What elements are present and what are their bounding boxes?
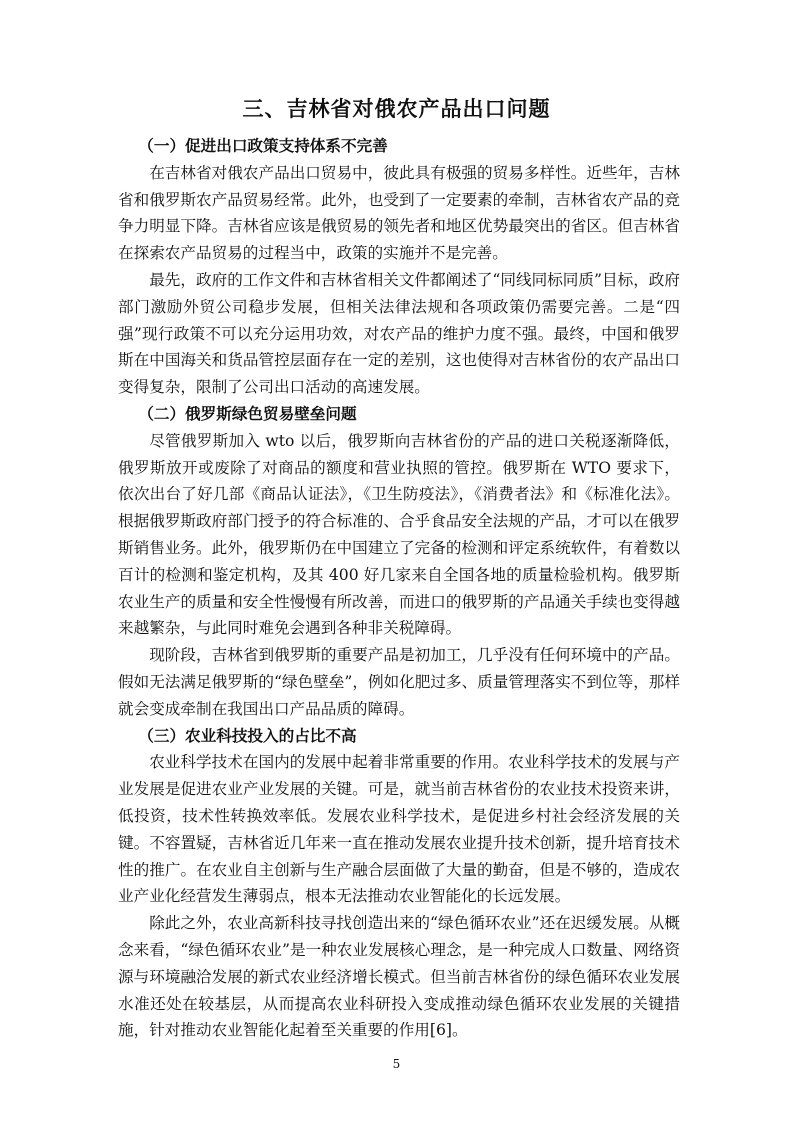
paragraph: 现阶段，吉林省到俄罗斯的重要产品是初加工，几乎没有任何环境中的产品。假如无法满足俄罗斯的“绿色壁垒”，例如化肥过多、质量管理落实不到位等，那样就会变成牵制在我国出口产品品质的障碍。 [118, 646, 680, 718]
body-content [118, 133, 680, 1044]
paragraph: 农业科学技术在国内的发展中起着非常重要的作用。农业科学技术的发展与产业发展是促进农业产业发展的关键。可是，就当前吉林省份的农业技术投资来讲，低投资，技术性转换效率低。发展农业科学技术，是促进乡村社会经济发展的关键。不容置疑，吉林省近几年来一直在推动发展农业提升技术创新，提升培育技术性的推广。在农业自主创新与生产融合层面做了大量的勤奋，但是不够的，造成农业产业化经营发生薄弱点，根本无法推动农业智能化的长远发展。 [118, 753, 680, 906]
paragraph: 尽管俄罗斯加入 wto 以后，俄罗斯向吉林省份的产品的进口关税逐渐降低，俄罗斯放开或废除了对商品的额度和营业执照的管控。俄罗斯在 WTO 要求下，依次出台了好几部《商品认证法》，《卫生防疫法》，《消费者法》和《标准化法》。根据俄罗斯政府部门授予的符合标准的、合乎食品安全法规的产品，才可以在俄罗斯销售业务。此外，俄罗斯仍在中国建立了完备的检测和评定系统软件，有着数以百计的检测和鉴定机构，及其 400 好几家来自全国各地的质量检验机构。俄罗斯农业生产的质量和安全性慢慢有所改善，而进口的俄罗斯的产品通关手续也变得越来越繁杂，与此同时难免会遇到各种非关税障碍。 [118, 431, 680, 638]
section-heading-2: （二）俄罗斯绿色贸易壁垒问题 [138, 404, 357, 423]
section-heading-1: （一）促进出口政策支持体系不完善 [138, 137, 388, 155]
page-title: 三、吉林省对俄农产品出口问题 [242, 97, 551, 121]
paragraph: 最先，政府的工作文件和吉林省相关文件都阐述了“同线同标同质”目标，政府部门激励外贸公司稳步发展，但相关法律法规和各项政策仍需要完善。二是“四强”现行政策不可以充分运用功效，对农产品的维护力度不强。最终，中国和俄罗斯在中国海关和货品管控层面存在一定的差别，这也使得对吉林省份的农产品出口变得复杂，限制了公司出口活动的高速发展。 [118, 270, 680, 397]
section-heading-3: （三）农业科技投入的占比不高 [138, 726, 357, 745]
paragraph: 在吉林省对俄农产品出口贸易中，彼此具有极强的贸易多样性。近些年，吉林省和俄罗斯农产品贸易经常。此外，也受到了一定要素的牵制，吉林省农产品的竞争力明显下降。吉林省应该是俄贸易的领先者和地区优势最突出的省区。但吉林省在探索农产品贸易的过程当中，政策的实施并不是完善。 [118, 163, 680, 263]
paragraph: 除此之外，农业高新科技寻找创造出来的“绿色循环农业”还在迟缓发展。从概念来看，“绿色循环农业”是一种农业发展核心理念，是一种完成人口数量、网络资源与环境融洽发展的新式农业经济增长模式。但当前吉林省份的绿色循环农业发展水准还处在较基层，从而提高农业科研投入变成推动绿色循环农业发展的关键措施，针对推动农业智能化起着至关重要的作用[6]。 [118, 914, 680, 1040]
page-number: 5 [392, 1057, 401, 1071]
